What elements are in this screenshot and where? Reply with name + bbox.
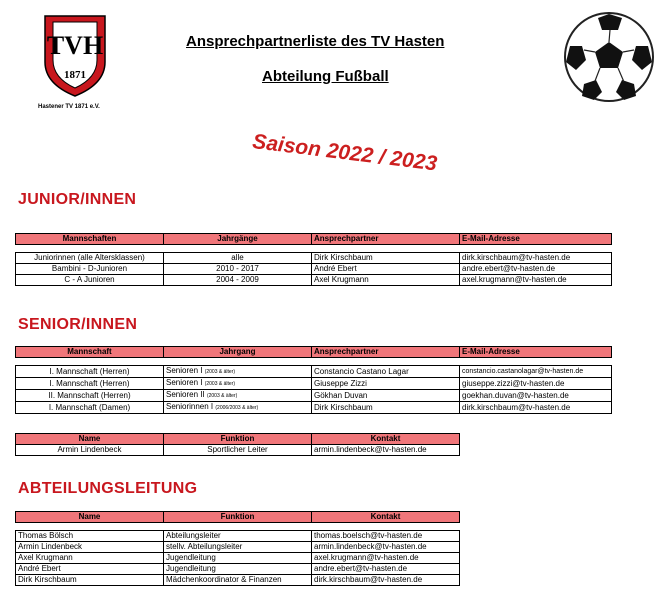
table-row: Dirk Kirschbaum Mädchenkoordinator & Finanzen dirk.kirschbaum@tv-hasten.de <box>16 575 460 586</box>
email-link[interactable]: armin.lindenbeck@tv-hasten.de <box>312 542 460 553</box>
table-header-row <box>16 347 612 358</box>
svg-text:1871: 1871 <box>64 69 86 81</box>
table-row: I. Mannschaft (Damen) Seniorinnen I (2006/2003 & älter) Dirk Kirschbaum dirk.kirschbaum@tv-hasten.de <box>16 402 612 414</box>
column-header: Ansprechpartner <box>312 347 460 358</box>
senior-table <box>15 346 612 414</box>
email-link[interactable]: dirk.kirschbaum@tv-hasten.de <box>460 253 612 264</box>
email-link[interactable]: armin.lindenbeck@tv-hasten.de <box>312 445 460 456</box>
page-title: Ansprechpartnerliste des TV Hasten <box>186 33 445 50</box>
column-header: Mannschaften <box>16 234 164 245</box>
email-link[interactable]: dirk.kirschbaum@tv-hasten.de <box>460 402 612 414</box>
table-row: II. Mannschaft (Herren) Senioren II (2003 & älter) Gökhan Duvan goekhan.duvan@tv-hasten.de <box>16 390 612 402</box>
column-header: Ansprechpartner <box>312 234 460 245</box>
soccer-ball-icon <box>562 10 656 104</box>
email-link[interactable]: dirk.kirschbaum@tv-hasten.de <box>312 575 460 586</box>
email-link[interactable]: axel.krugmann@tv-hasten.de <box>460 275 612 286</box>
table-header-row <box>16 234 612 245</box>
table-row: Armin Lindenbeck Sportlicher Leiter armin.lindenbeck@tv-hasten.de <box>16 445 460 456</box>
table-row: Bambini - D-Junioren 2010 - 2017 André Ebert andre.ebert@tv-hasten.de <box>16 264 612 275</box>
column-header: Name <box>16 512 164 523</box>
column-header: Kontakt <box>312 512 460 523</box>
column-header: Kontakt <box>312 434 460 445</box>
section-heading-senior: SENIOR/INNEN <box>18 316 138 333</box>
column-header: Mannschaft <box>16 347 164 358</box>
column-header: Funktion <box>164 512 312 523</box>
club-logo <box>40 10 110 100</box>
saison-label: Saison 2022 / 2023 <box>251 130 439 176</box>
section-heading-junior: JUNIOR/INNEN <box>18 191 137 208</box>
table-header-row <box>16 512 460 523</box>
table-row: I. Mannschaft (Herren) Senioren I (2003 & älter) Constancio Castano Lagar constancio.castanolagar@tv-hasten.de <box>16 366 612 378</box>
club-crest-icon <box>40 10 110 100</box>
column-header: E-Mail-Adresse <box>460 234 612 245</box>
email-link[interactable]: andre.ebert@tv-hasten.de <box>460 264 612 275</box>
email-link[interactable]: axel.krugmann@tv-hasten.de <box>312 553 460 564</box>
column-header: Jahrgänge <box>164 234 312 245</box>
page-subtitle: Abteilung Fußball <box>262 68 389 85</box>
email-link[interactable]: thomas.boelsch@tv-hasten.de <box>312 531 460 542</box>
table-row: Juniorinnen (alle Altersklassen) alle Dirk Kirschbaum dirk.kirschbaum@tv-hasten.de <box>16 253 612 264</box>
column-header: Funktion <box>164 434 312 445</box>
email-link[interactable]: andre.ebert@tv-hasten.de <box>312 564 460 575</box>
svg-text:TVH: TVH <box>46 31 104 60</box>
email-link[interactable]: giuseppe.zizzi@tv-hasten.de <box>460 378 612 390</box>
junior-table <box>15 233 612 286</box>
email-link[interactable]: goekhan.duvan@tv-hasten.de <box>460 390 612 402</box>
table-header-row <box>16 434 460 445</box>
table-row: André Ebert Jugendleitung andre.ebert@tv-hasten.de <box>16 564 460 575</box>
column-header: E-Mail-Adresse <box>460 347 612 358</box>
table-row: Thomas Bölsch Abteilungsleiter thomas.boelsch@tv-hasten.de <box>16 531 460 542</box>
club-name: Hastener TV 1871 e.V. <box>38 104 100 110</box>
column-header: Jahrgang <box>164 347 312 358</box>
table-row: Axel Krugmann Jugendleitung axel.krugmann@tv-hasten.de <box>16 553 460 564</box>
column-header: Name <box>16 434 164 445</box>
section-heading-leitung: ABTEILUNGSLEITUNG <box>18 480 198 497</box>
table-row: I. Mannschaft (Herren) Senioren I (2003 & älter) Giuseppe Zizzi giuseppe.zizzi@tv-hasten.de <box>16 378 612 390</box>
table-row: Armin Lindenbeck stellv. Abteilungsleiter armin.lindenbeck@tv-hasten.de <box>16 542 460 553</box>
leitung-table <box>15 511 460 586</box>
table-row: C - A Junioren 2004 - 2009 Axel Krugmann axel.krugmann@tv-hasten.de <box>16 275 612 286</box>
senior-leader-table <box>15 433 460 456</box>
email-link[interactable]: constancio.castanolagar@tv-hasten.de <box>460 366 612 378</box>
